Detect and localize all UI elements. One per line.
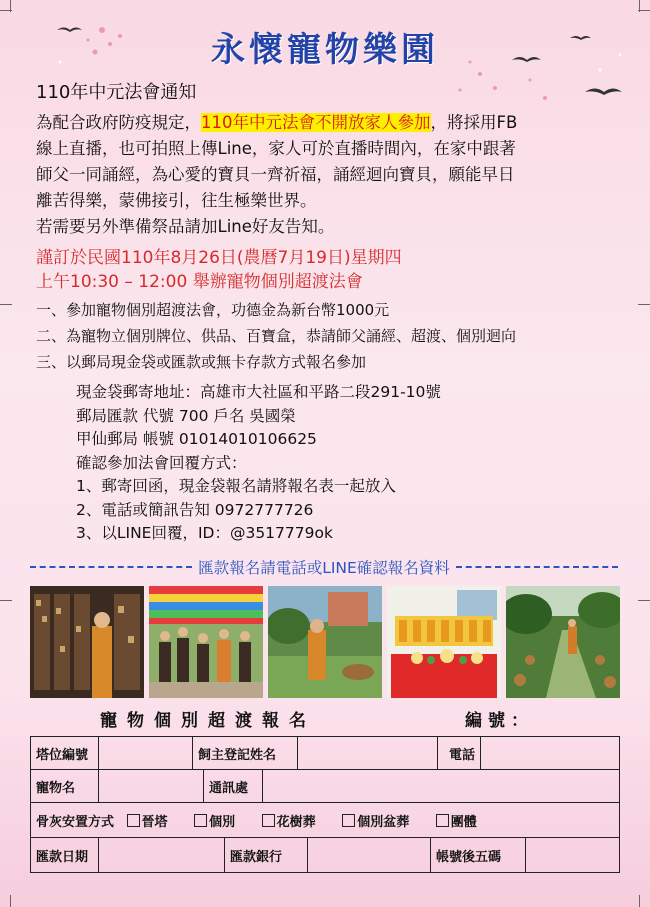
form-title: 寵物個別超渡報名 [100, 711, 316, 731]
checkbox-icon [436, 814, 449, 827]
option-individual[interactable]: 個別 [194, 815, 235, 830]
list-item: 三、以郵局現金袋或匯款或無卡存款方式報名參加 [36, 353, 367, 371]
checkbox-icon [342, 814, 355, 827]
option-tree-burial[interactable]: 花樹葬 [262, 815, 316, 830]
photo-tent-ceremony [149, 586, 263, 698]
intro-line: 離苦得樂，蒙佛接引，往生極樂世界。 [36, 191, 317, 210]
intro-line: 師父一同誦經，為心愛的寶貝一齊祈福，誦經迴向寶貝，願能早日 [36, 165, 515, 184]
list-item: 一、參加寵物個別超渡法會，功德金為新台幣1000元 [36, 301, 390, 319]
option-group[interactable]: 團體 [436, 815, 477, 830]
crop-mark [0, 304, 12, 305]
pet-name-field[interactable] [99, 770, 204, 802]
address-field[interactable] [263, 770, 620, 802]
crop-mark [0, 600, 12, 601]
tower-number-field[interactable] [99, 737, 193, 770]
remit-bank-label: 匯款銀行 [225, 838, 308, 872]
detail-line: 現金袋郵寄地址：高雄市大社區和平路二段291-10號 [76, 383, 441, 401]
address-label: 通訊處 [204, 770, 263, 802]
option-tower[interactable]: 晉塔 [127, 815, 168, 830]
schedule-time: 上午10:30 – 12:00 舉辦寵物個別超渡法會 [36, 272, 363, 292]
remit-bank-field[interactable] [308, 838, 431, 872]
detail-line: 1、郵寄回函，現金袋報名請將報名表一起放入 [76, 477, 396, 495]
table-row [31, 803, 620, 838]
option-pot-burial[interactable]: 個別盆葬 [342, 815, 409, 830]
account-last5-field[interactable] [526, 838, 620, 872]
page-title: 永懷寵物樂園 [211, 30, 439, 70]
remit-date-label: 匯款日期 [31, 838, 99, 873]
checkbox-icon [262, 814, 275, 827]
remit-date-field[interactable] [99, 838, 225, 872]
checkbox-icon [194, 814, 207, 827]
crop-mark [638, 304, 650, 305]
detail-line: 3、以LINE回覆，ID：@3517779ok [76, 524, 333, 542]
schedule-date: 謹訂於民國110年8月26日(農曆7月19日)星期四 [36, 248, 402, 268]
registration-form [30, 736, 620, 873]
section-divider [30, 556, 618, 578]
phone-label: 電話 [438, 737, 481, 770]
intro-line: 為配合政府防疫規定，110年中元法會不開放家人參加，將採用FB [36, 113, 518, 132]
detail-line: 甲仙郵局 帳號 01014010106625 [76, 430, 317, 448]
detail-line: 郵局匯款 代號 700 戶名 吳國榮 [76, 406, 296, 425]
tower-number-label: 塔位編號 [31, 737, 99, 770]
table-row [31, 838, 620, 873]
photo-monk-garden [268, 586, 382, 698]
list-item: 二、為寵物立個別牌位、供品、百寶盒，恭請師父誦經、超渡、個別迴向 [36, 327, 517, 345]
divider-label: 匯款報名請電話或LINE確認報名資料 [198, 559, 450, 577]
detail-line: 2、電話或簡訊告知 0972777726 [76, 500, 314, 519]
detail-line: 確認參加法會回覆方式： [76, 453, 247, 472]
account-last5-label: 帳號後五碼 [431, 838, 526, 872]
crop-mark [639, 895, 640, 907]
table-row [31, 737, 620, 770]
payment-details [76, 381, 441, 546]
phone-field[interactable] [481, 737, 620, 770]
owner-name-field[interactable] [298, 737, 438, 770]
photo-strip [30, 586, 620, 698]
item-list [36, 297, 516, 375]
crop-mark [10, 895, 11, 907]
notice-subtitle: 110年中元法會通知 [36, 82, 197, 103]
owner-name-label: 飼主登記姓名 [193, 737, 298, 770]
photo-garden-path [506, 586, 620, 698]
table-row [31, 770, 620, 803]
intro-line: 若需要另外準備祭品請加Line好友告知。 [36, 217, 335, 236]
intro-line: 線上直播，也可拍照上傳Line，家人可於直播時間內，在家中跟著 [36, 139, 516, 158]
ash-method-label: 骨灰安置方式 [36, 814, 115, 830]
highlight-text: 110年中元法會不開放家人參加 [201, 113, 431, 132]
photo-offering-altar [387, 586, 501, 698]
intro-paragraph [36, 110, 626, 294]
crop-mark [638, 600, 650, 601]
photo-columbarium [30, 586, 144, 698]
ash-method-row [31, 803, 620, 838]
checkbox-icon [127, 814, 140, 827]
pet-name-label: 寵物名 [31, 770, 99, 803]
form-number-label: 編號： [465, 711, 534, 731]
